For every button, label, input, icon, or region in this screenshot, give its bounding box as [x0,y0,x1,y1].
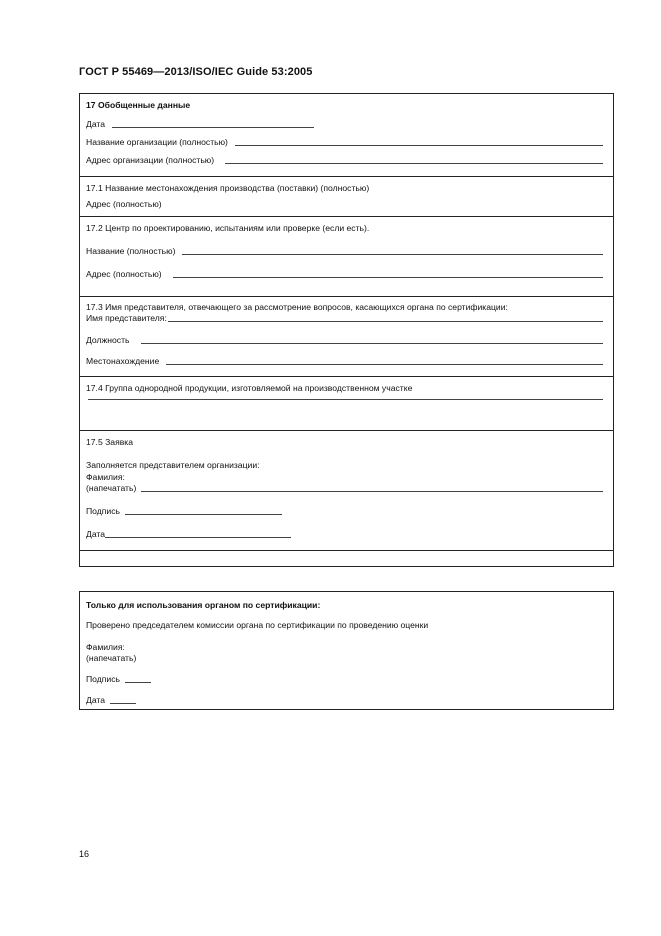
cb-signature-field[interactable] [125,682,151,683]
position-row [86,335,603,346]
rep-name-label: Имя представителя: [86,313,167,323]
surname-label: Фамилия: [86,472,125,482]
section-17 [80,94,613,176]
section-17-3 [80,296,613,377]
org-address-field[interactable] [225,163,603,164]
cb-title: Только для использования органом по сертификации: [86,600,321,610]
empty-row [80,550,613,567]
checked-by-label: Проверено председателем комиссии органа по сертификации по проведению оценки [86,620,429,630]
print-name-field[interactable] [141,491,603,492]
cb-date-label: Дата [86,695,106,705]
center-address-row [86,269,603,280]
org-name-field[interactable] [235,145,603,146]
section-17-2 [80,216,613,297]
print-label: (напечатать) [86,483,137,493]
org-address-row [86,155,603,166]
rep-name-field[interactable] [168,321,603,322]
org-name-label: Название организации (полностью) [86,137,228,147]
application-date-row [86,529,603,540]
section-17-4 [80,376,613,431]
section-17-4-title: 17.4 Группа однородной продукции, изготовляемой на производственном участке [86,383,413,393]
position-field[interactable] [141,343,603,344]
location-label: Местонахождение [86,356,160,366]
section-17-1-title: 17.1 Название местонахождения производства (поставки) (полностью) [86,183,370,193]
center-name-row [86,246,603,257]
signature-field[interactable] [125,514,282,515]
date-row [86,119,603,130]
cb-signature-label: Подпись [86,674,121,684]
org-name-row [86,137,603,148]
section-17-1 [80,176,613,217]
print-name-row [86,483,603,494]
product-group-field[interactable] [88,399,603,400]
cb-date-field[interactable] [110,703,136,704]
rep-name-row [86,313,603,324]
center-name-label: Название (полностью) [86,246,176,256]
signature-row [86,506,603,517]
cb-surname-label: Фамилия: [86,642,125,652]
signature-label: Подпись [86,506,121,516]
cb-signature-row [86,674,603,685]
general-data-form [79,93,614,567]
page-number: 16 [79,849,90,859]
cb-date-row [86,695,603,706]
production-address-label: Адрес (полностью) [86,199,162,209]
section-17-5 [80,430,613,551]
cb-print-label: (напечатать) [86,653,137,663]
application-date-field[interactable] [105,537,291,538]
certification-body-form [79,591,614,710]
date-field[interactable] [112,127,314,128]
product-group-row [88,399,603,402]
org-address-label: Адрес организации (полностью) [86,155,215,165]
section-17-5-title: 17.5 Заявка [86,437,134,447]
center-address-field[interactable] [173,277,603,278]
document-header: ГОСТ Р 55469—2013/ISO/IEC Guide 53:2005 [79,66,313,78]
filled-by-label: Заполняется представителем организации: [86,460,260,470]
section-17-2-title: 17.2 Центр по проектированию, испытаниям или проверке (если есть). [86,223,370,233]
location-field[interactable] [166,364,603,365]
section-17-title: 17 Обобщенные данные [86,100,191,110]
center-name-field[interactable] [182,254,603,255]
application-date-label: Дата [86,529,106,539]
section-17-3-title: 17.3 Имя представителя, отвечающего за рассмотрение вопросов, касающихся органа по сертификации: [86,302,508,312]
location-row [86,356,603,367]
center-address-label: Адрес (полностью) [86,269,162,279]
date-label: Дата [86,119,106,129]
position-label: Должность [86,335,130,345]
